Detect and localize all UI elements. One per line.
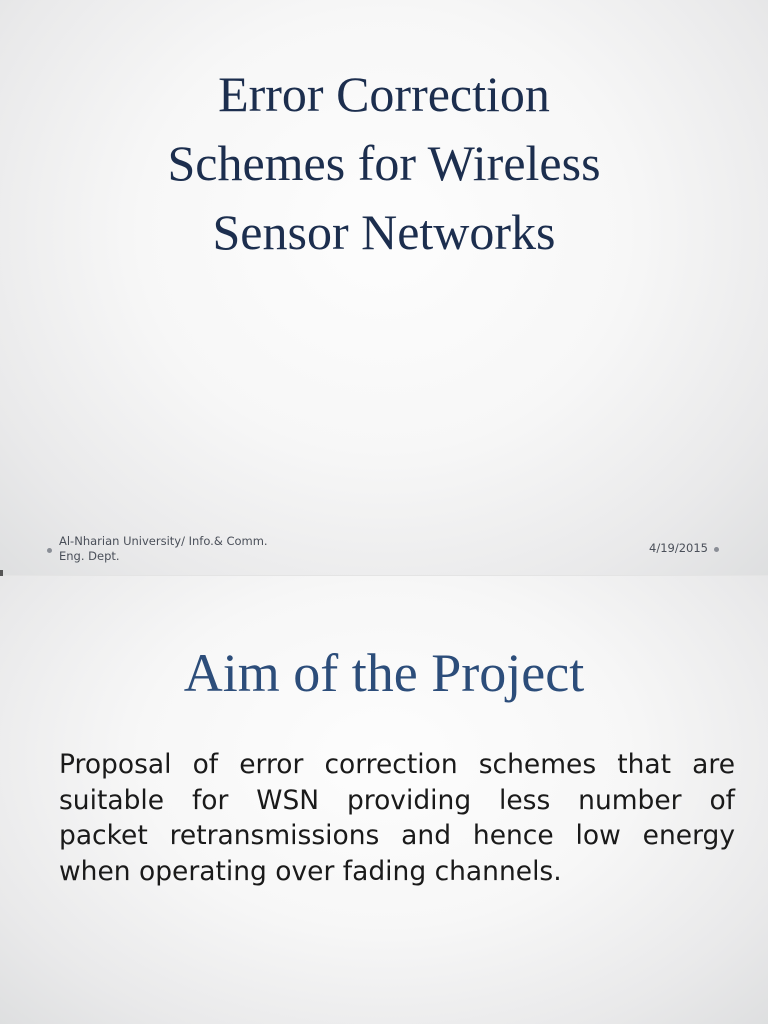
body-line: Proposal of error correction schemes that are xyxy=(59,749,735,780)
body-line: when operating over fading channels. xyxy=(59,855,562,887)
slide-title xyxy=(60,60,708,267)
body-line: suitable for WSN providing less number of xyxy=(59,784,735,816)
slide-body xyxy=(59,747,735,889)
content-slide xyxy=(0,576,768,1024)
slide-title: Aim of the Project xyxy=(183,643,585,703)
slide-title-line: Sensor Networks xyxy=(212,204,556,260)
footer-left-dot-icon xyxy=(47,548,52,553)
slide-footer-date: 4/19/2015 xyxy=(649,541,708,555)
slide-title-line: Error Correction xyxy=(218,66,550,122)
footer-institution-line: Eng. Dept. xyxy=(59,549,120,563)
footer-institution-line: Al-Nharian University/ Info.& Comm. xyxy=(59,534,268,548)
footer-right-dot-icon xyxy=(714,547,719,552)
slide-footer-institution xyxy=(59,534,309,564)
slide-title-line: Schemes for Wireless xyxy=(167,135,601,191)
body-line: packet retransmissions and hence low energy xyxy=(59,820,735,851)
